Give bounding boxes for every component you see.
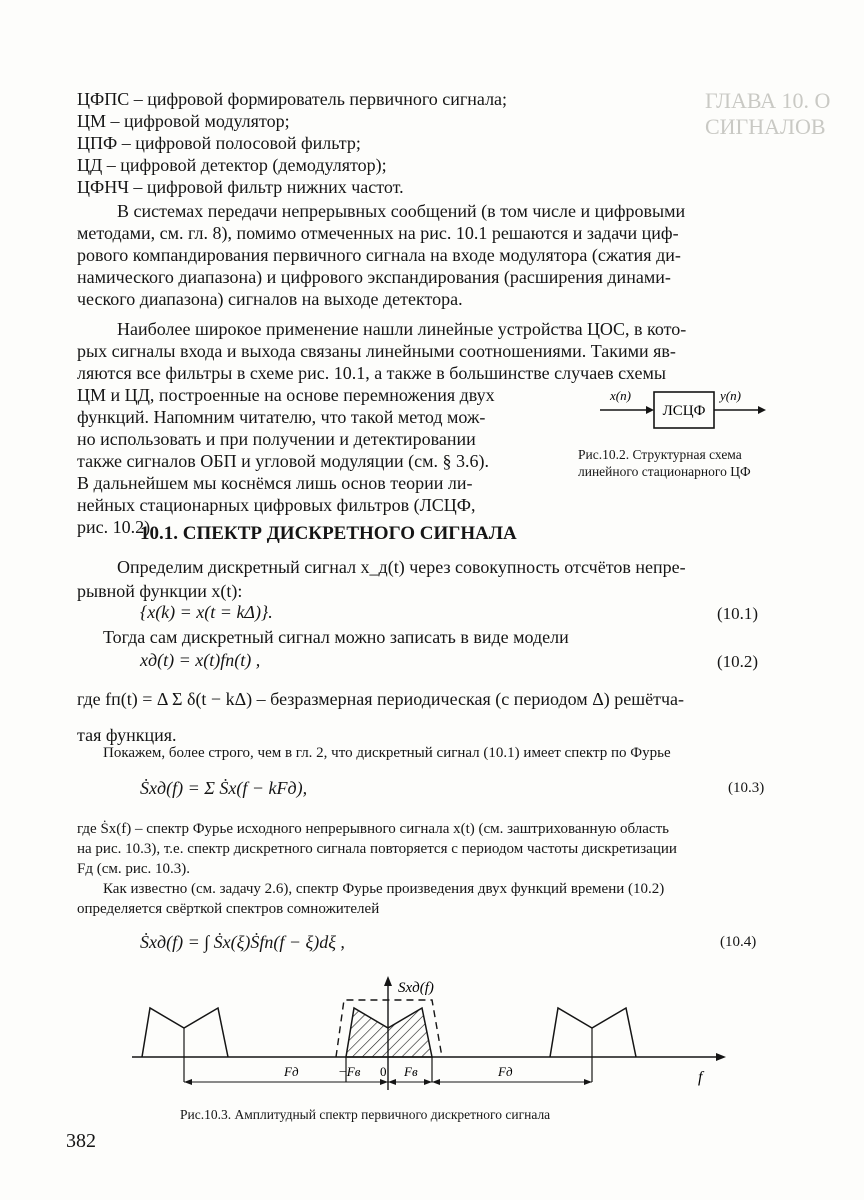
paragraph-line: методами, см. гл. 8), помимо отмеченных на рис. 10.1 решаются и задачи циф- bbox=[77, 223, 679, 243]
frequency-axis-arrowhead bbox=[716, 1053, 726, 1061]
equation-number: (10.1) bbox=[717, 604, 759, 623]
equation-10-2: xд(t) = x(t)fп(t) , bbox=[140, 650, 261, 670]
block-diagram-fig-10-2 bbox=[596, 374, 776, 436]
tick-label-neg-fm: −Fв bbox=[338, 1064, 361, 1079]
tick-label-zero: 0 bbox=[380, 1064, 387, 1079]
paragraph-line: рых сигналы входа и выхода связаны линейными соотношениями. Такими яв- bbox=[77, 341, 676, 361]
paragraph-line: Fд (см. рис. 10.3). bbox=[77, 861, 191, 877]
paragraph-line: тая функция. bbox=[77, 725, 177, 745]
dim-label-fd-right: Fд bbox=[498, 1064, 513, 1079]
abbrev-line: ЦФПС – цифровой формирователь первичного сигнала; bbox=[77, 89, 508, 109]
paragraph-line: В системах передачи непрерывных сообщений (в том числе и цифровыми bbox=[117, 201, 686, 221]
abbrev-line: ЦПФ – цифровой полосовой фильтр; bbox=[77, 133, 361, 153]
paragraph-line: где fп(t) = Δ Σ δ(t − kΔ) – безразмерная периодическая (с периодом Δ) решётча- bbox=[77, 689, 685, 709]
input-label: x(n) bbox=[610, 388, 631, 403]
paragraph-line: Определим дискретный сигнал x_д(t) через совокупность отсчётов непре- bbox=[117, 557, 686, 577]
equation-number: (10.4) bbox=[720, 934, 757, 950]
input-arrowhead bbox=[646, 406, 654, 414]
equation-10-3: Ṡxд(f) = Σ Ṡx(f − kFд), bbox=[140, 778, 308, 798]
paragraph-line: намического диапазона) и цифрового экспандирования (расширения динами- bbox=[77, 267, 671, 287]
figure-caption: Рис.10.2. Структурная схема bbox=[578, 447, 742, 462]
block-label: ЛСЦФ bbox=[662, 403, 706, 419]
dim-label-fm: Fв bbox=[404, 1064, 418, 1079]
paragraph-line: рывной функции x(t): bbox=[77, 581, 243, 601]
equation-10-1: {x(k) = x(t = kΔ)}. bbox=[140, 602, 273, 622]
frequency-axis-label: f bbox=[698, 1069, 703, 1086]
bleed-through-text: ГЛАВА 10. О bbox=[705, 88, 831, 113]
output-arrowhead bbox=[758, 406, 766, 414]
paragraph-line: Тогда сам дискретный сигнал можно записать в виде модели bbox=[103, 627, 569, 647]
spectrum-replica-left bbox=[142, 1008, 228, 1057]
abbrev-line: ЦФНЧ – цифровой фильтр нижних частот. bbox=[77, 177, 404, 197]
paragraph-line: на рис. 10.3), т.е. спектр дискретного сигнала повторяется с периодом частоты дискретизации bbox=[77, 841, 677, 857]
paragraph-line: ческого диапазона) сигналов на выходе детектора. bbox=[77, 289, 463, 309]
paragraph-line: ляются все фильтры в схеме рис. 10.1, а также в большинстве случаев схемы bbox=[77, 363, 666, 383]
paragraph-line: функций. Напомним читателю, что такой метод мож- bbox=[77, 407, 486, 427]
paragraph-line: нейных стационарных цифровых фильтров (ЛСЦФ, bbox=[77, 495, 476, 515]
bleed-through-text: СИГНАЛОВ bbox=[705, 114, 826, 139]
paragraph-line: но использовать и при получении и детектировании bbox=[77, 429, 476, 449]
section-heading: 10.1. СПЕКТР ДИСКРЕТНОГО СИГНАЛА bbox=[140, 523, 517, 544]
output-label: y(n) bbox=[720, 388, 741, 403]
spectrum-diagram-fig-10-3 bbox=[120, 972, 730, 1096]
amplitude-axis-label: Sxд(f) bbox=[398, 980, 434, 996]
abbrev-line: ЦД – цифровой детектор (демодулятор); bbox=[77, 155, 387, 175]
paragraph-line: ЦМ и ЦД, построенные на основе перемножения двух bbox=[77, 385, 495, 405]
equation-number: (10.3) bbox=[728, 780, 765, 796]
figure-caption: Рис.10.3. Амплитудный спектр первичного дискретного сигнала bbox=[180, 1107, 551, 1122]
paragraph-line: также сигналов ОБП и угловой модуляции (см. § 3.6). bbox=[77, 451, 489, 471]
abbrev-line: ЦМ – цифровой модулятор; bbox=[77, 111, 290, 131]
paragraph-line: Наиболее широкое применение нашли линейные устройства ЦОС, в кото- bbox=[117, 319, 687, 339]
paragraph-line: где Ṡx(f) – спектр Фурье исходного непрерывного сигнала x(t) (см. заштрихованную область bbox=[77, 821, 669, 837]
equation-number: (10.2) bbox=[717, 652, 759, 671]
paragraph-line: В дальнейшем мы коснёмся лишь основ теории ли- bbox=[77, 473, 473, 493]
spectrum-original-hatched bbox=[346, 1008, 432, 1057]
paragraph-line: определяется свёрткой спектров сомножителей bbox=[77, 901, 380, 917]
figure-caption: линейного стационарного ЦФ bbox=[578, 464, 751, 479]
dim-label-fd-left: Fд bbox=[284, 1064, 299, 1079]
equation-10-4: Ṡxд(f) = ∫ Ṡx(ξ)Ṡfп(f − ξ)dξ , bbox=[140, 932, 345, 952]
paragraph-line: рис. 10.2) bbox=[77, 517, 151, 537]
paragraph-line: Как известно (см. задачу 2.6), спектр Фурье произведения двух функций времени (10.2) bbox=[103, 881, 665, 897]
paragraph-line: Покажем, более строго, чем в гл. 2, что дискретный сигнал (10.1) имеет спектр по Фурье bbox=[103, 745, 671, 761]
page-number: 382 bbox=[66, 1130, 96, 1152]
spectrum-replica-right bbox=[550, 1008, 636, 1057]
amplitude-axis-arrowhead bbox=[384, 976, 392, 986]
paragraph-line: рового компандирования первичного сигнала на входе модулятора (сжатия ди- bbox=[77, 245, 681, 265]
